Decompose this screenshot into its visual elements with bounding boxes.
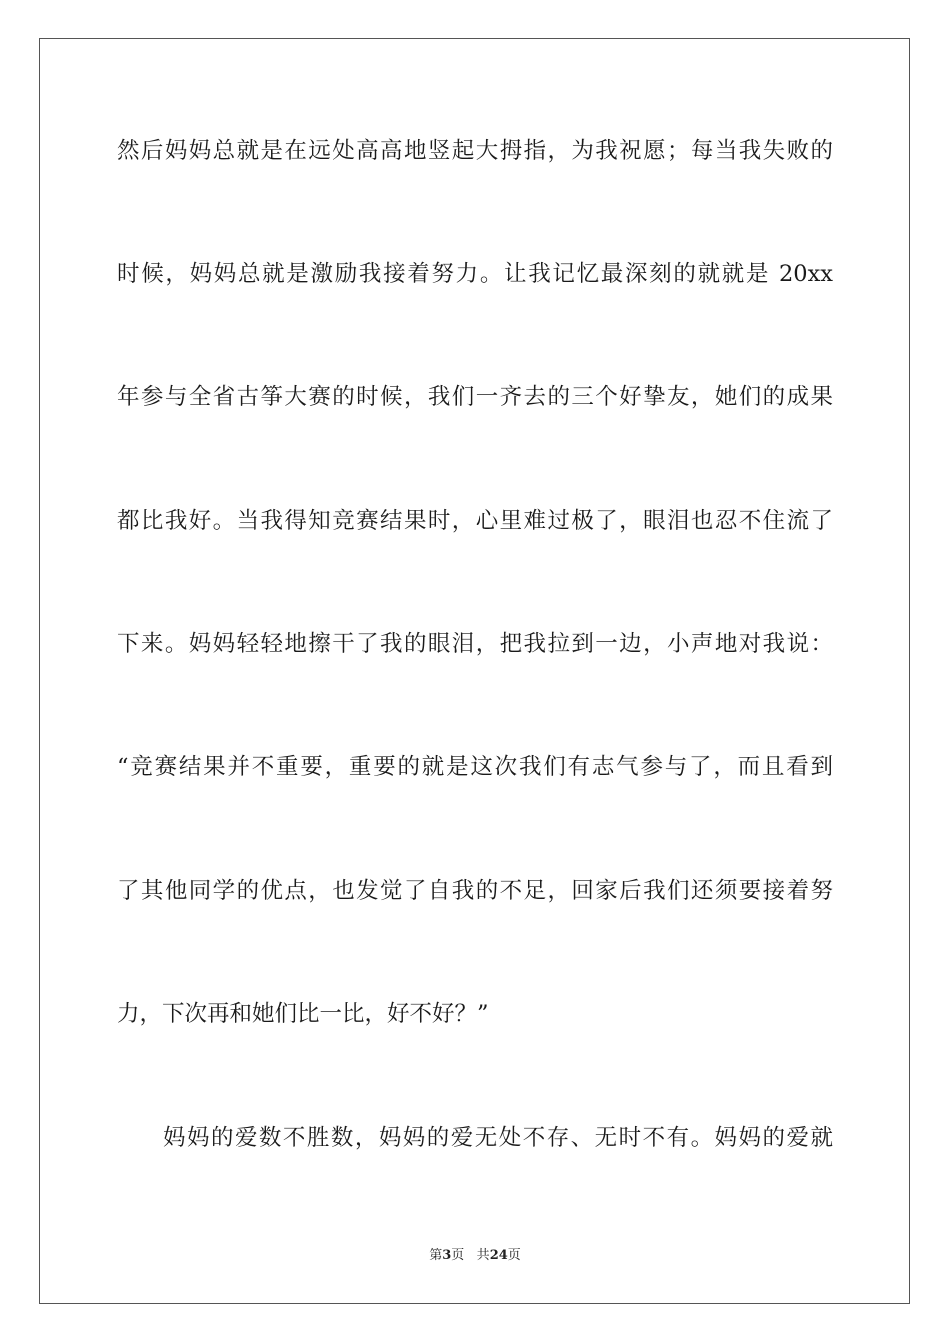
- body-text-line: 下来。妈妈轻轻地擦干了我的眼泪，把我拉到一边，小声地对我说：: [117, 631, 833, 657]
- body-text-line: 力，下次再和她们比一比，好不好？”: [117, 1001, 489, 1027]
- page-border: [39, 38, 910, 1304]
- page-footer: [0, 1247, 950, 1265]
- total-unit: 页: [507, 1248, 521, 1263]
- total-pages: 24: [489, 1248, 508, 1263]
- paragraph-start-line: 妈妈的爱数不胜数，妈妈的爱无处不存、无时不有。妈妈的爱就: [163, 1125, 833, 1151]
- body-text-line: 了其他同学的优点，也发觉了自我的不足，回家后我们还须要接着努: [117, 878, 833, 904]
- total-prefix: 共: [476, 1248, 490, 1263]
- body-text-line: 都比我好。当我得知竞赛结果时，心里难过极了，眼泪也忍不住流了: [117, 508, 833, 534]
- page-unit: 页: [451, 1248, 465, 1263]
- body-text-line: 时候，妈妈总就是激励我接着努力。让我记忆最深刻的就就是 20xx: [117, 261, 833, 287]
- body-text-line: “竞赛结果并不重要，重要的就是这次我们有志气参与了，而且看到: [117, 754, 833, 780]
- body-text-line: 年参与全省古筝大赛的时候，我们一齐去的三个好挚友，她们的成果: [117, 384, 833, 410]
- body-text-line: 然后妈妈总就是在远处高高地竖起大拇指，为我祝愿；每当我失败的: [117, 138, 833, 164]
- page-prefix: 第: [429, 1248, 443, 1263]
- page-number: 3: [442, 1248, 452, 1263]
